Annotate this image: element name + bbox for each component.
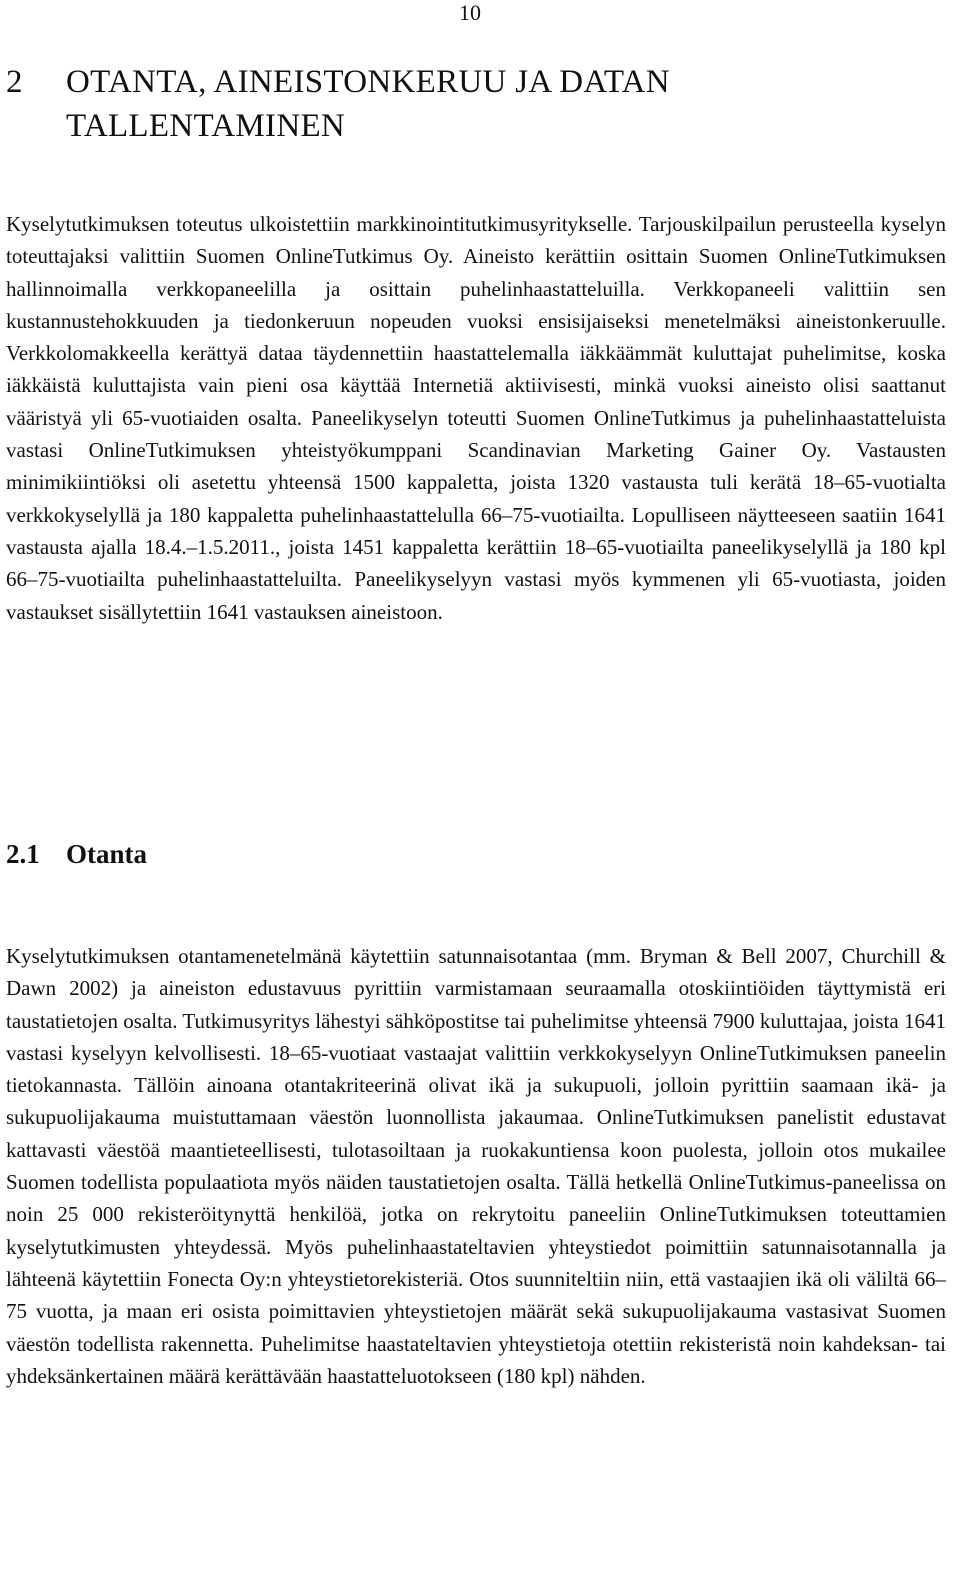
paragraph-sampling: Kyselytutkimuksen otantamenetelmänä käytettiin satunnaisotantaa (mm. Bryman & Bell 2007, Churchill & Dawn 2002) ja aineiston edustavuus pyrittiin varmistamaan seuraamalla otoskiintiöiden täyttymistä eri taustatietojen osalta. Tutkimusyritys lähestyi sähköpostitse tai puhelimitse yhteensä 7900 kuluttajaa, joista 1641 vastasi kyselyyn kelvollisesti. 18–65-vuotiaat vastaajat valittiin verkkokyselyyn OnlineTutkimuksen paneelin tietokannasta. Tällöin ainoana otantakriteerinä olivat ikä ja sukupuoli, jolloin pyrittiin saamaan ikä- ja sukupuolijakauma muistuttamaan väestön luonnollista jakaumaa. OnlineTutkimuksen panelistit edustavat kattavasti väestöä maantieteellisesti, tulotasoiltaan ja ruokakuntiensa koon puolesta, jolloin otos mukailee Suomen todellista populaatiota myös näiden taustatietojen osalta. Tällä hetkellä OnlineTutkimus-paneelissa on noin 25 000 rekisteröitynyttä henkilöä, jotka on rekrytoitu paneeliin OnlineTutkimuksen toteuttamien kyselytutkimusten yhteydessä. Myös puhelinhaastateltavien yhteystiedot poimittiin satunnaisotannalla ja lähteenä käytettiin Fonecta Oy:n yhteystietorekisteriä. Otos suunniteltiin niin, että vastaajien ikä oli väliltä 66–75 vuotta, ja maan eri osista poimittavien yhteystietojen määrät sekä sukupuolijakauma vastasivat Suomen väestön todellista rakennetta. Puhelimitse haastateltavien yhteystietoja otettiin rekisteristä noin kahdeksan- tai yhdeksänkertainen määrä kerättävään haastatteluotokseen (180 kpl) nähden.	[6, 944, 946, 1388]
chapter-number: 2	[6, 64, 23, 100]
paragraph-data-collection: Kyselytutkimuksen toteutus ulkoistettiin markkinointitutkimusyritykselle. Tarjouskilpailun perusteella kyselyn toteuttajaksi valittiin Suomen OnlineTutkimus Oy. Aineisto kerättiin osittain Suomen OnlineTutkimuksen hallinnoimalla verkkopaneelilla ja osittain puhelinhaastatteluilla. Verkkopaneeli valittiin sen kustannustehokkuuden ja tiedonkeruun nopeuden vuoksi ensisijaiseksi menetelmäksi aineistonkeruulle. Verkkolomakkeella kerättyä dataa täydennettiin haastattelemalla iäkkäämmät kuluttajat puhelimitse, koska iäkkäistä kuluttajista vain pieni osa käyttää Internetiä aktiivisesti, minkä vuoksi aineisto olisi saattanut vääristyä yli 65-vuotiaiden osalta. Paneelikyselyn toteutti Suomen OnlineTutkimus ja puhelinhaastatteluista vastasi OnlineTutkimuksen yhteistyökumppani Scandinavian Marketing Gainer Oy. Vastausten minimikiintiöksi oli asetettu yhteensä 1500 kappaletta, joista 1320 vastausta tuli kerätä 18–65-vuotialta verkkokyselyllä ja 180 kappaletta puhelinhaastattelulla 66–75-vuotiailta. Lopulliseen näytteeseen saatiin 1641 vastausta ajalla 18.4.–1.5.2011., joista 1451 kappaletta kerättiin 18–65-vuotiailta paneelikyselyllä ja 180 kpl 66–75-vuotiailta puhelinhaastatteluilta. Paneelikyselyyn vastasi myös kymmenen yli 65-vuotiasta, joiden vastaukset sisällytettiin 1641 vastauksen aineistoon.	[6, 212, 946, 624]
section-heading	[6, 836, 946, 872]
chapter-title: OTANTA, AINEISTONKERUU JA DATAN TALLENTAMINEN	[66, 64, 670, 144]
section-title: Otanta	[66, 839, 147, 869]
page-number: 10	[459, 0, 481, 25]
chapter-heading	[6, 60, 946, 148]
section-number: 2.1	[6, 839, 40, 869]
